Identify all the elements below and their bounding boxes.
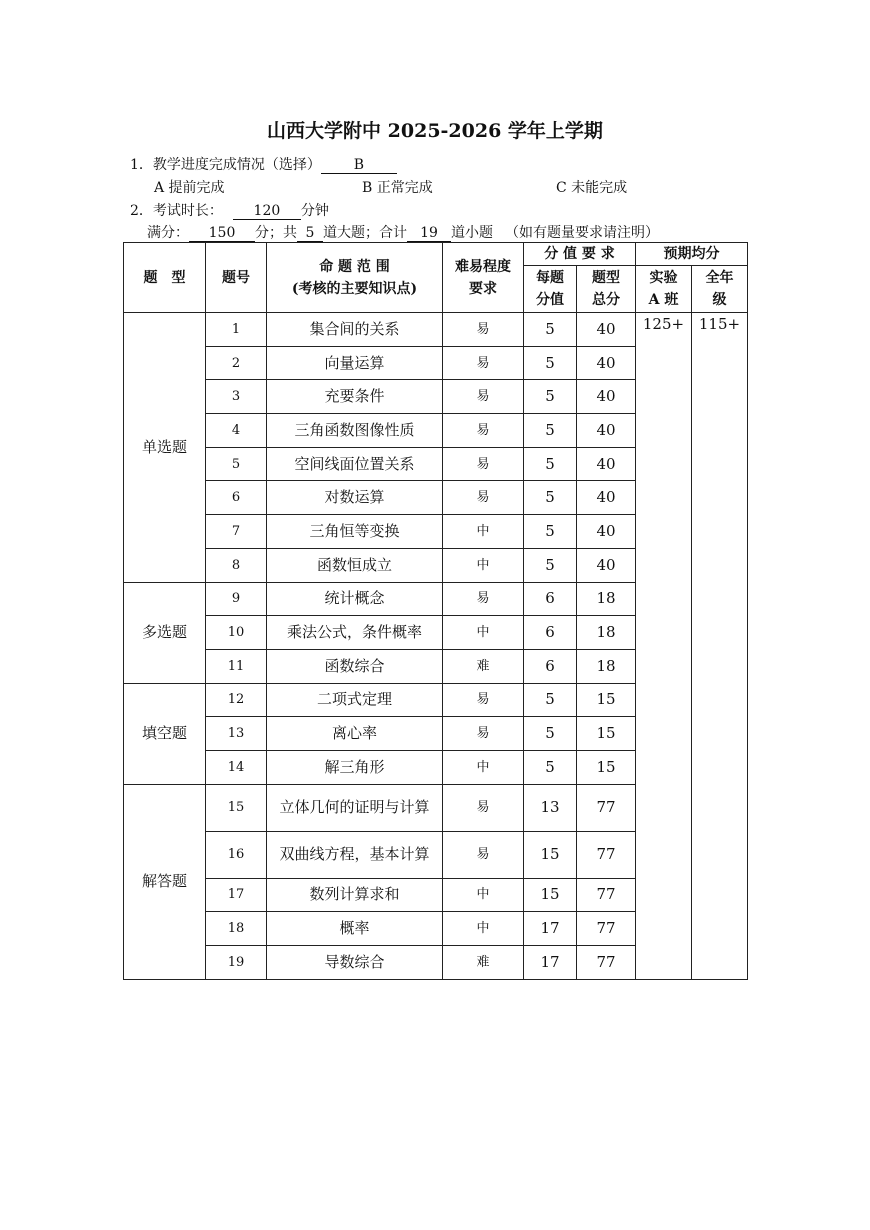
header-grade-line1: 全年 bbox=[705, 270, 734, 286]
per-score-cell: 5 bbox=[524, 750, 577, 784]
per-score-cell: 5 bbox=[524, 346, 577, 380]
header-total-line1: 题型 bbox=[592, 270, 620, 286]
per-score-cell: 13 bbox=[524, 784, 577, 831]
per-score-cell: 15 bbox=[524, 878, 577, 912]
topic-cell: 乘法公式，条件概率 bbox=[267, 616, 443, 650]
per-score-cell: 5 bbox=[524, 683, 577, 717]
difficulty-cell: 中 bbox=[443, 515, 524, 549]
topic-cell: 离心率 bbox=[267, 717, 443, 751]
difficulty-cell: 中 bbox=[443, 912, 524, 946]
header-per-score bbox=[524, 266, 577, 313]
total-score-cell: 15 bbox=[577, 750, 636, 784]
header-total-score bbox=[577, 266, 636, 313]
progress-label: 1．教学进度完成情况（选择） bbox=[130, 157, 321, 173]
page-title: 山西大学附中 2025-2026 学年上学期 bbox=[267, 120, 603, 142]
topic-cell: 二项式定理 bbox=[267, 683, 443, 717]
per-score-cell: 5 bbox=[524, 515, 577, 549]
total-score-cell: 40 bbox=[577, 548, 636, 582]
topic-cell: 空间线面位置关系 bbox=[267, 447, 443, 481]
topic-cell: 解三角形 bbox=[267, 750, 443, 784]
total-score-cell: 40 bbox=[577, 481, 636, 515]
topic-cell: 双曲线方程，基本计算 bbox=[267, 831, 443, 878]
question-number-cell: 11 bbox=[206, 649, 267, 683]
question-number-cell: 17 bbox=[206, 878, 267, 912]
difficulty-cell: 易 bbox=[443, 717, 524, 751]
per-score-cell: 6 bbox=[524, 582, 577, 616]
difficulty-cell: 易 bbox=[443, 346, 524, 380]
topic-cell: 概率 bbox=[267, 912, 443, 946]
question-number-cell: 15 bbox=[206, 784, 267, 831]
header-class-a-line2: A 班 bbox=[648, 292, 679, 308]
table-body bbox=[124, 243, 748, 980]
question-number-cell: 7 bbox=[206, 515, 267, 549]
topic-cell: 充要条件 bbox=[267, 380, 443, 414]
duration-line bbox=[130, 200, 329, 220]
difficulty-cell: 难 bbox=[443, 946, 524, 980]
difficulty-cell: 易 bbox=[443, 582, 524, 616]
header-per-line1: 每题 bbox=[536, 270, 564, 286]
question-type-cell: 多选题 bbox=[124, 582, 206, 683]
progress-option-b: B 正常完成 bbox=[362, 180, 433, 196]
difficulty-cell: 难 bbox=[443, 649, 524, 683]
topic-cell: 统计概念 bbox=[267, 582, 443, 616]
total-score-cell: 77 bbox=[577, 784, 636, 831]
question-type-cell: 单选题 bbox=[124, 313, 206, 583]
header-scope-line2: (考核的主要知识点) bbox=[291, 280, 418, 297]
header-per-line2: 分值 bbox=[536, 292, 564, 308]
total-score-cell: 18 bbox=[577, 616, 636, 650]
difficulty-cell: 易 bbox=[443, 313, 524, 347]
total-score-cell: 18 bbox=[577, 649, 636, 683]
duration-label: 2．考试时长： bbox=[130, 203, 223, 219]
difficulty-cell: 易 bbox=[443, 380, 524, 414]
total-score-cell: 77 bbox=[577, 946, 636, 980]
total-score-cell: 77 bbox=[577, 912, 636, 946]
full-score-label: 满分： bbox=[147, 225, 189, 241]
topic-cell: 函数综合 bbox=[267, 649, 443, 683]
topic-cell: 三角恒等变换 bbox=[267, 515, 443, 549]
question-number-cell: 2 bbox=[206, 346, 267, 380]
header-difficulty-line1: 难易程度 bbox=[455, 258, 511, 275]
question-count-unit: 道小题 bbox=[451, 225, 493, 241]
expected-class-a-cell: 125+ bbox=[636, 313, 692, 980]
per-score-cell: 6 bbox=[524, 616, 577, 650]
question-number-cell: 1 bbox=[206, 313, 267, 347]
total-score-cell: 15 bbox=[577, 717, 636, 751]
per-score-cell: 6 bbox=[524, 649, 577, 683]
total-score-cell: 40 bbox=[577, 515, 636, 549]
exam-spec-table bbox=[123, 242, 748, 980]
difficulty-cell: 中 bbox=[443, 878, 524, 912]
duration-value: 120 bbox=[233, 204, 301, 220]
question-number-cell: 4 bbox=[206, 414, 267, 448]
difficulty-cell: 易 bbox=[443, 414, 524, 448]
question-type-cell: 解答题 bbox=[124, 784, 206, 979]
difficulty-cell: 中 bbox=[443, 616, 524, 650]
difficulty-cell: 易 bbox=[443, 683, 524, 717]
per-score-cell: 5 bbox=[524, 313, 577, 347]
topic-cell: 向量运算 bbox=[267, 346, 443, 380]
duration-unit: 分钟 bbox=[300, 203, 329, 219]
header-score-group: 分 值 要 求 bbox=[524, 243, 636, 266]
question-number-cell: 6 bbox=[206, 481, 267, 515]
score-note: （如有题量要求请注明） bbox=[505, 225, 659, 241]
difficulty-cell: 中 bbox=[443, 548, 524, 582]
header-class-a-line1: 实验 bbox=[649, 270, 678, 286]
header-expected-group: 预期均分 bbox=[636, 243, 748, 266]
progress-value: B bbox=[321, 158, 397, 174]
question-number-cell: 10 bbox=[206, 616, 267, 650]
per-score-cell: 5 bbox=[524, 717, 577, 751]
difficulty-cell: 易 bbox=[443, 784, 524, 831]
total-score-cell: 40 bbox=[577, 447, 636, 481]
header-difficulty bbox=[443, 243, 524, 313]
topic-cell: 对数运算 bbox=[267, 481, 443, 515]
question-number-cell: 9 bbox=[206, 582, 267, 616]
full-score-value: 150 bbox=[189, 226, 255, 242]
total-score-cell: 18 bbox=[577, 582, 636, 616]
per-score-cell: 5 bbox=[524, 447, 577, 481]
topic-cell: 三角函数图像性质 bbox=[267, 414, 443, 448]
header-row-1 bbox=[124, 243, 748, 266]
total-score-cell: 77 bbox=[577, 831, 636, 878]
question-number-cell: 13 bbox=[206, 717, 267, 751]
total-score-cell: 77 bbox=[577, 878, 636, 912]
table-row bbox=[124, 313, 748, 347]
total-score-cell: 40 bbox=[577, 346, 636, 380]
per-score-cell: 15 bbox=[524, 831, 577, 878]
topic-cell: 数列计算求和 bbox=[267, 878, 443, 912]
header-num: 题号 bbox=[206, 243, 267, 313]
header-grade-line2: 级 bbox=[712, 292, 727, 308]
difficulty-cell: 中 bbox=[443, 750, 524, 784]
per-score-cell: 5 bbox=[524, 414, 577, 448]
per-score-cell: 5 bbox=[524, 548, 577, 582]
topic-cell: 导数综合 bbox=[267, 946, 443, 980]
header-class-a bbox=[636, 266, 692, 313]
question-number-cell: 16 bbox=[206, 831, 267, 878]
question-number-cell: 12 bbox=[206, 683, 267, 717]
header-difficulty-line2: 要求 bbox=[469, 280, 497, 297]
total-score-cell: 40 bbox=[577, 414, 636, 448]
question-number-cell: 18 bbox=[206, 912, 267, 946]
total-score-cell: 15 bbox=[577, 683, 636, 717]
per-score-cell: 5 bbox=[524, 481, 577, 515]
question-number-cell: 14 bbox=[206, 750, 267, 784]
topic-cell: 函数恒成立 bbox=[267, 548, 443, 582]
question-number-cell: 8 bbox=[206, 548, 267, 582]
score-line bbox=[147, 222, 659, 242]
expected-grade-cell: 115+ bbox=[692, 313, 748, 980]
header-grade bbox=[692, 266, 748, 313]
progress-option-a: A 提前完成 bbox=[154, 180, 225, 196]
topic-cell: 立体几何的证明与计算 bbox=[267, 784, 443, 831]
question-count-label: 道大题；合计 bbox=[323, 225, 407, 241]
difficulty-cell: 易 bbox=[443, 831, 524, 878]
section-count-label: 分；共 bbox=[255, 225, 297, 241]
progress-line bbox=[130, 154, 397, 174]
question-number-cell: 5 bbox=[206, 447, 267, 481]
difficulty-cell: 易 bbox=[443, 447, 524, 481]
header-total-line2: 总分 bbox=[592, 292, 620, 308]
difficulty-cell: 易 bbox=[443, 481, 524, 515]
question-type-cell: 填空题 bbox=[124, 683, 206, 784]
topic-cell: 集合间的关系 bbox=[267, 313, 443, 347]
question-count-value: 19 bbox=[407, 226, 451, 242]
per-score-cell: 5 bbox=[524, 380, 577, 414]
header-scope-line1: 命 题 范 围 bbox=[319, 258, 390, 275]
progress-option-c: C 未能完成 bbox=[556, 180, 628, 196]
question-number-cell: 19 bbox=[206, 946, 267, 980]
header-type: 题 型 bbox=[124, 243, 206, 313]
total-score-cell: 40 bbox=[577, 380, 636, 414]
per-score-cell: 17 bbox=[524, 946, 577, 980]
total-score-cell: 40 bbox=[577, 313, 636, 347]
header-scope bbox=[267, 243, 443, 313]
per-score-cell: 17 bbox=[524, 912, 577, 946]
question-number-cell: 3 bbox=[206, 380, 267, 414]
section-count-value: 5 bbox=[297, 226, 323, 242]
